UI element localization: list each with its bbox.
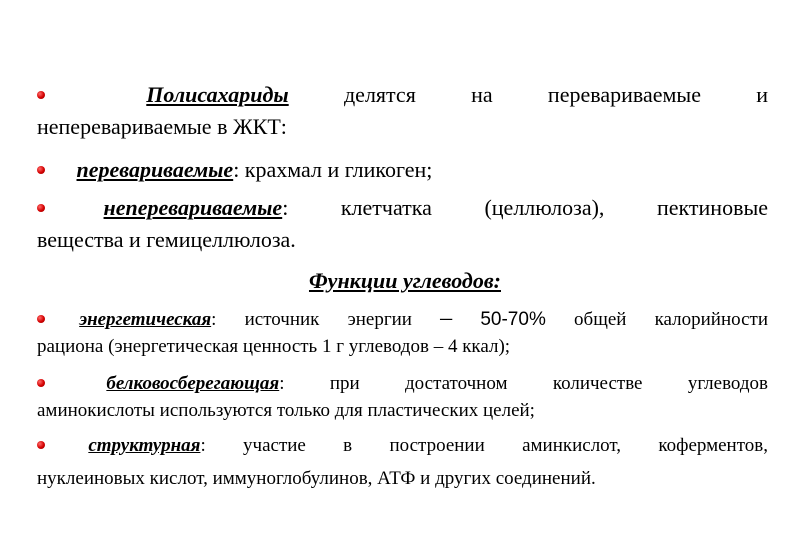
energy-line-2: рациона (энергетическая ценность 1 г углеводов – 4 ккал);: [37, 336, 511, 357]
digestible-term: перевариваемые: [76, 157, 234, 182]
energy-term: энергетическая: [79, 309, 212, 330]
digestible-line: [37, 155, 768, 185]
bullet-icon: [37, 91, 45, 99]
polysaccharides-term: Полисахариды: [146, 82, 289, 107]
indigestible-term: неперевариваемые: [103, 195, 283, 220]
protein-sparing-text: : при достаточном количестве углеводов: [279, 373, 768, 394]
protein-sparing-line-1: [37, 370, 768, 397]
energy-dash: –: [440, 305, 453, 331]
polysaccharides-line-2: неперевариваемые в ЖКТ:: [37, 114, 287, 139]
bullet-icon: [37, 379, 45, 387]
bullet-icon: [37, 204, 45, 212]
energy-line-1: [37, 305, 768, 333]
indigestible-line-1: [37, 193, 768, 223]
structural-text: : участие в построении аминкислот, коферментов,: [200, 435, 768, 456]
bullet-icon: [37, 441, 45, 449]
digestible-text: : крахмал и гликоген;: [233, 157, 433, 182]
structural-line-2: нуклеиновых кислот, иммуноглобулинов, АТФ и других соединений.: [37, 468, 596, 489]
structural-line-1: [37, 432, 768, 459]
polysaccharides-line-1: [37, 80, 768, 110]
functions-heading: Функции углеводов:: [308, 268, 501, 293]
indigestible-text: : клетчатка (целлюлоза), пектиновые: [282, 195, 768, 220]
word: делятся: [343, 82, 416, 107]
indigestible-line-2: вещества и гемицеллюлоза.: [37, 227, 296, 252]
word: на: [471, 82, 493, 107]
structural-term: структурная: [88, 435, 201, 456]
protein-sparing-term: белковосберегающая: [106, 373, 280, 394]
bullet-icon: [37, 315, 45, 323]
energy-text: : источник энергии: [211, 309, 412, 330]
word: перевариваемые: [547, 82, 701, 107]
energy-tail: общей калорийности: [574, 309, 769, 330]
word: и: [756, 82, 769, 107]
bullet-icon: [37, 166, 45, 174]
protein-sparing-line-2: аминокислоты используются только для пластических целей;: [37, 400, 535, 421]
energy-percent: 50-70%: [480, 309, 546, 330]
